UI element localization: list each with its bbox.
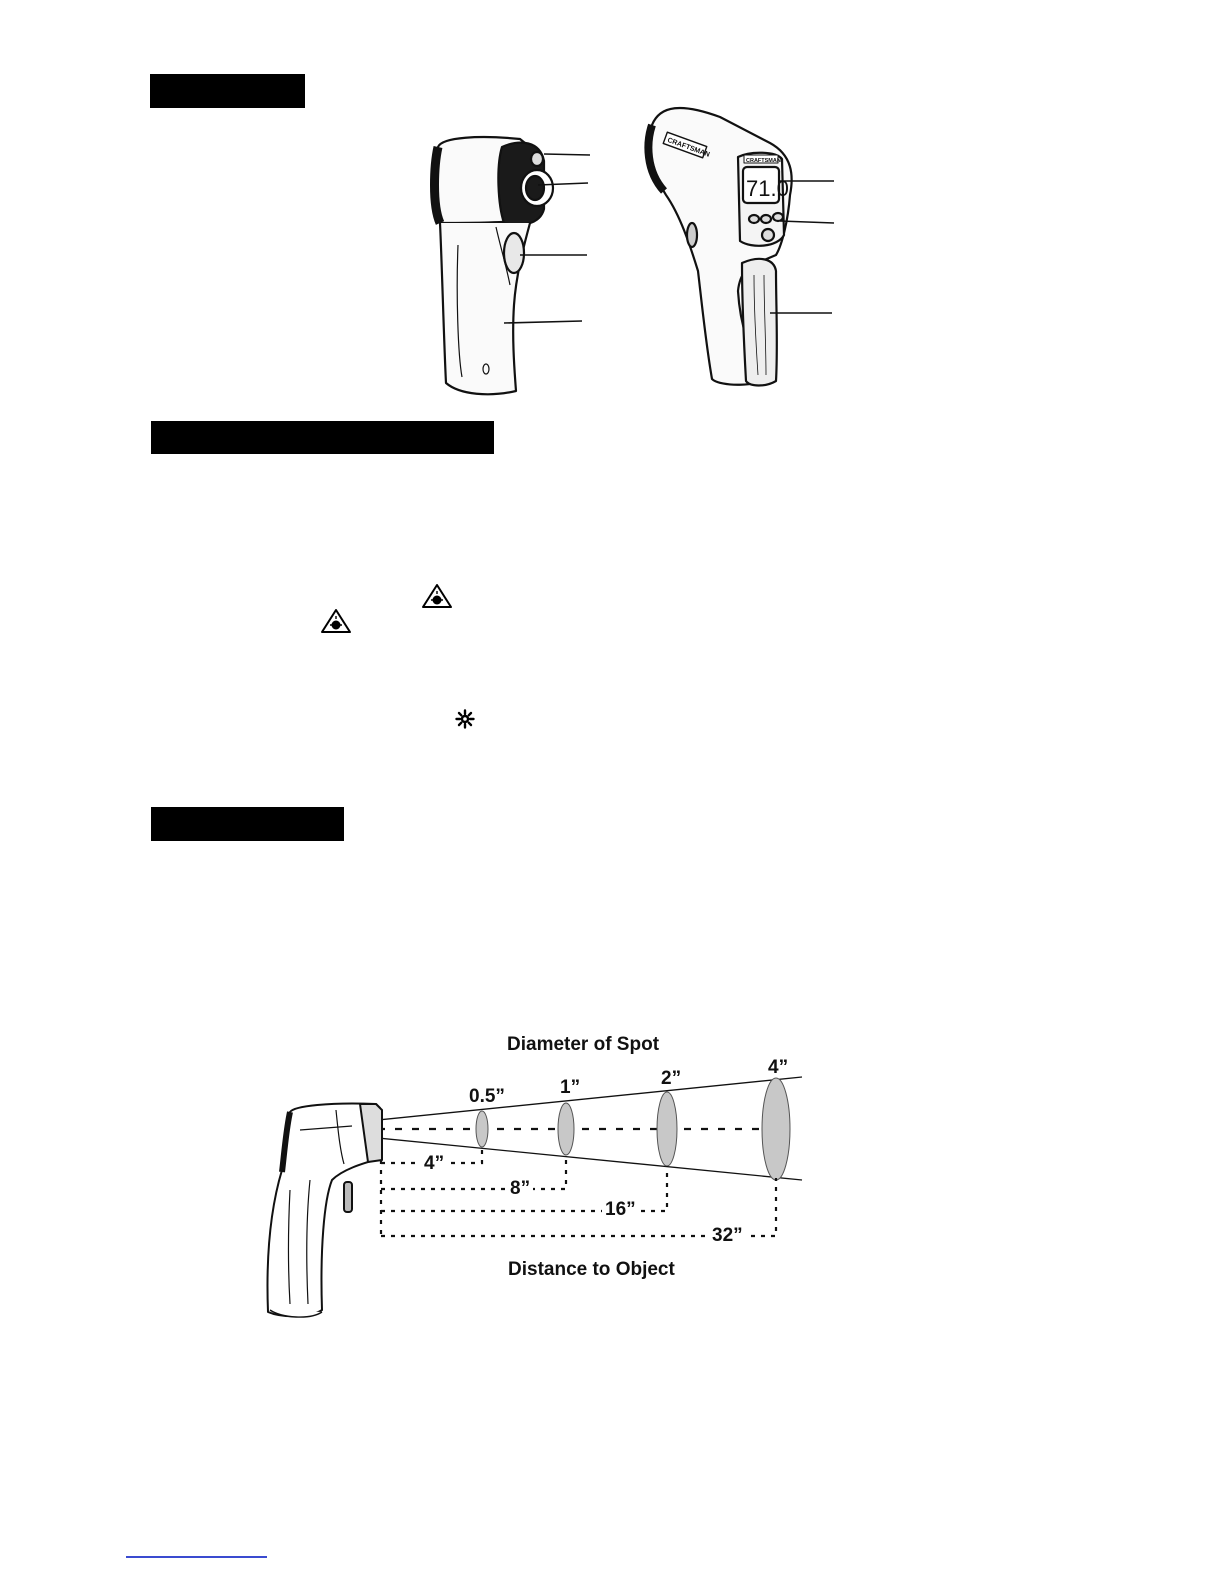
laser-warning-icon xyxy=(421,583,453,609)
spot-ellipse-2 xyxy=(657,1092,677,1166)
spot-label: 1” xyxy=(560,1077,581,1098)
thermometer-figures xyxy=(420,95,850,415)
section-header-bar-3 xyxy=(151,807,344,841)
diagram-footer: Distance to Object xyxy=(508,1259,675,1280)
distance-label: 4” xyxy=(421,1153,447,1175)
lcd-reading: 71.0 xyxy=(746,176,789,201)
section-header-bar-1 xyxy=(150,74,305,108)
rear-view-device xyxy=(648,108,834,386)
front-view-device xyxy=(434,137,590,394)
distance-label: 8” xyxy=(507,1178,533,1200)
distance-label: 16” xyxy=(602,1199,639,1221)
spot-ellipse-4 xyxy=(762,1078,790,1180)
diagram-thermometer-device xyxy=(268,1103,382,1317)
spot-label: 0.5” xyxy=(469,1086,505,1107)
backlight-sun-icon xyxy=(455,709,475,729)
spot-label: 4” xyxy=(768,1057,789,1078)
footer-link-rule xyxy=(126,1556,267,1558)
section-header-bar-2 xyxy=(151,421,494,454)
diagram-graphics xyxy=(260,1060,820,1330)
distance-label: 32” xyxy=(709,1225,746,1247)
spot-label: 2” xyxy=(661,1068,682,1089)
brand-label-display: CRAFTSMAN xyxy=(746,158,781,164)
brand-label-top: CRAFTSMAN xyxy=(666,136,711,159)
spot-ellipse-1 xyxy=(558,1103,574,1155)
laser-warning-icon xyxy=(320,608,352,634)
diagram-title: Diameter of Spot xyxy=(507,1034,660,1055)
spot-ellipse-0.5 xyxy=(476,1111,488,1147)
